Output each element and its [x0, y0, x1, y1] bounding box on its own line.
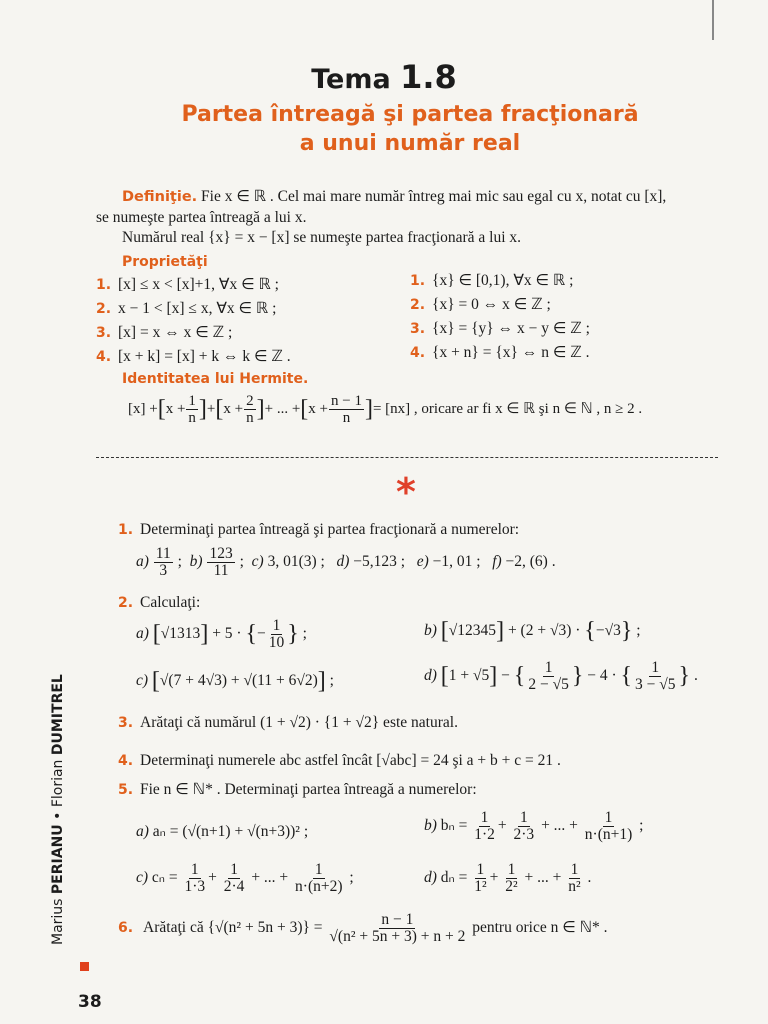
expr: √1313: [160, 625, 201, 643]
exercise-text: Arătaţi că numărul (1 + √2) · {1 + √2} este natural.: [140, 714, 458, 731]
exercise-2: [118, 594, 200, 612]
exercise-text: Determinaţi partea întreagă şi partea fracţionară a numerelor:: [140, 521, 520, 538]
frac-den: 3: [159, 562, 168, 579]
frac-num: 1: [272, 617, 281, 634]
property-text: [x] ≤ x < [x]+1, ∀x ∈ ℝ ;: [118, 276, 279, 293]
exercise-number: 6.: [118, 920, 134, 937]
property-number: 2.: [410, 297, 426, 313]
fraction: [566, 862, 582, 895]
expr: bₙ =: [440, 817, 468, 835]
frac-den: 2·3: [513, 826, 535, 843]
separator: ;: [177, 553, 182, 571]
separator: .: [587, 869, 592, 887]
exercise-1: [118, 521, 519, 539]
fraction: [327, 912, 467, 945]
separator: ;: [302, 625, 307, 643]
exercise-text: pentru orice n ∈ ℕ* .: [472, 919, 608, 937]
frac-den: n: [246, 410, 254, 426]
frac-num: 1: [190, 861, 199, 878]
separator: .: [693, 667, 698, 685]
title-number: 1.8: [400, 58, 457, 96]
item-label: d): [336, 553, 350, 571]
frac-den: n²: [568, 878, 581, 895]
frac-den: 1²: [474, 878, 487, 895]
expr: − 4 ·: [587, 667, 617, 685]
page-subtitle: [150, 100, 670, 158]
frac-den: 2·4: [223, 878, 245, 895]
expr: aₙ = (√(n+1) + √(n+3))² ;: [152, 823, 309, 840]
exercise-5b: b) bₙ = $\frac{1}{1\cdot 2}$ + $\frac{1}{2\cdot 3}$ + ... + $\frac{1}{n\cdot(n+1)}$ ;: [424, 809, 644, 843]
frac-den: 1·3: [184, 878, 206, 895]
property-right-2: [410, 295, 590, 319]
frac-den: 11: [213, 562, 229, 579]
fraction: [512, 810, 537, 843]
exercise-number: 5.: [118, 782, 134, 798]
definition-text-1: Fie x ∈ ℝ . Cel mai mare număr întreg mai mic sau egal cu x, notat cu [x],: [201, 188, 667, 205]
frac-den: 1·2: [474, 826, 495, 843]
property-text: {x} = 0 ⇔ x ∈ ℤ ;: [432, 296, 551, 313]
property-number: 1.: [96, 277, 112, 293]
item-label: a): [136, 553, 149, 571]
author-first: Florian: [50, 755, 66, 808]
hermite-part: [x] +: [128, 400, 158, 417]
frac-num: 1: [507, 861, 516, 878]
separator: ;: [636, 622, 641, 640]
expr: + ... +: [251, 869, 289, 887]
property-number: 3.: [96, 325, 112, 341]
properties-left: [96, 275, 291, 371]
fraction: [182, 862, 207, 895]
exercise-2d: d) [1 + √5] − { $\frac{1}{2 - √5}$ } − 4 · { $\frac{1}{3 - √5}$ } .: [424, 659, 698, 693]
item-label: b): [424, 622, 437, 640]
item-label: f): [492, 553, 502, 571]
exercise-number: 1.: [118, 522, 134, 538]
expr: + (2 + √3) ·: [507, 622, 581, 640]
property-number: 1.: [410, 273, 426, 289]
frac-den: 2 − √5: [528, 676, 569, 693]
section-divider: [96, 457, 718, 458]
definition-text-2: se numeşte partea întreagă a lui x.: [96, 209, 307, 226]
fraction: [472, 810, 497, 843]
frac-num: n − 1: [331, 393, 362, 409]
hermite-frac-1: [186, 393, 198, 426]
asterisk-icon: *: [396, 470, 416, 514]
item-label: c): [136, 869, 149, 887]
expr: √(7 + 4√3) + √(11 + 6√2): [159, 672, 318, 690]
scan-edge-line: [712, 0, 714, 40]
item-label: b): [424, 817, 437, 835]
definition-text-3: Numărul real {x} = x − [x] se numeşte partea fracţionară a lui x.: [122, 229, 522, 246]
frac-num: 1: [604, 809, 613, 826]
author-separator: •: [50, 807, 66, 825]
hermite-frac-3: [329, 393, 364, 426]
frac-den: n·(n+1): [584, 826, 633, 843]
definition-label: Definiţie.: [122, 189, 198, 205]
item-value: −2, (6) .: [505, 553, 556, 571]
exercise-5: [118, 780, 477, 799]
hermite-part: x +: [165, 400, 186, 417]
exercise-number: 4.: [118, 753, 134, 769]
property-text: [x + k] = [x] + k ⇔ k ∈ ℤ .: [118, 348, 291, 365]
item-label: d): [424, 667, 437, 685]
hermite-part: = [nx] , oricare ar fi x ∈ ℝ şi n ∈ ℕ , n ≥ 2 .: [372, 400, 643, 417]
item-value: −1, 01 ;: [432, 553, 481, 571]
exercise-number: 2.: [118, 595, 134, 611]
property-left-2: [96, 299, 291, 323]
author-last: DUMITREL: [50, 674, 66, 756]
subtitle-line-2: a unui număr real: [299, 131, 521, 156]
frac-num: n − 1: [381, 911, 414, 928]
property-left-3: [96, 323, 291, 347]
fraction: [267, 618, 287, 651]
hermite-part: x +: [308, 400, 328, 417]
item-label: a): [136, 625, 149, 643]
frac-den: 10: [268, 634, 285, 651]
property-right-4: [410, 343, 590, 367]
property-number: 3.: [410, 321, 426, 337]
property-right-1: [410, 271, 590, 295]
item-value: −5,123 ;: [353, 553, 406, 571]
property-text: x − 1 < [x] ≤ x, ∀x ∈ ℝ ;: [118, 300, 277, 317]
frac-num: 1: [188, 393, 196, 409]
property-right-3: [410, 319, 590, 343]
frac-den: n·(n+2): [295, 878, 343, 895]
author-credit: [50, 674, 66, 945]
property-number: 4.: [96, 349, 112, 365]
fraction-11-3: [154, 546, 173, 579]
frac-num: 1: [480, 809, 489, 826]
page-title: [0, 58, 768, 96]
title-word: Tema: [311, 64, 391, 95]
property-text: {x} ∈ [0,1), ∀x ∈ ℝ ;: [432, 272, 574, 289]
separator: ;: [639, 817, 644, 835]
frac-den: √(n² + 5n + 3) + n + 2: [329, 928, 466, 945]
frac-den: 2²: [505, 878, 518, 895]
exercise-text: Fie n ∈ ℕ* . Determinaţi partea întreagă a numerelor:: [140, 781, 477, 798]
separator: ;: [349, 869, 354, 887]
property-left-4: [96, 347, 291, 371]
hermite-part: + ... +: [264, 400, 301, 417]
exercise-number: 3.: [118, 715, 134, 731]
page-marker-square: [80, 962, 89, 971]
item-label: e): [416, 553, 429, 571]
subtitle-line-1: Partea întreagă şi partea fracţionară: [181, 102, 639, 127]
expr: {√(n² + 5n + 3)} =: [207, 919, 323, 937]
item-value: 3, 01(3) ;: [267, 553, 325, 571]
hermite-frac-2: [244, 393, 256, 426]
frac-num: 2: [246, 393, 254, 409]
frac-num: 1: [314, 861, 323, 878]
author-first: Marius: [50, 894, 66, 945]
property-number: 2.: [96, 301, 112, 317]
frac-num: 1: [651, 659, 660, 676]
separator: ;: [239, 553, 244, 571]
author-last: PERIANU: [50, 824, 66, 895]
fraction: [503, 862, 519, 895]
frac-num: 1: [476, 861, 485, 878]
item-label: d): [424, 869, 437, 887]
frac-num: 123: [209, 545, 233, 562]
item-label: a): [136, 823, 149, 840]
property-text: {x} = {y} ⇔ x − y ∈ ℤ ;: [432, 320, 590, 337]
item-label: b): [189, 553, 203, 571]
exercise-1-items: [136, 546, 556, 579]
frac-num: 1: [519, 809, 528, 826]
exercise-text: Calculaţi:: [140, 594, 201, 611]
exercise-4: [118, 752, 561, 770]
exercise-5a: [136, 822, 308, 841]
properties-heading: Proprietăţi: [122, 254, 208, 270]
frac-num: 1: [230, 861, 238, 878]
expr: dₙ =: [440, 869, 468, 887]
expr: + ... +: [541, 817, 578, 835]
exercise-2a: a) [√1313] + 5 · {− $\frac{1}{10}$ } ;: [136, 617, 307, 651]
exercise-3: [118, 714, 458, 732]
hermite-heading: Identitatea lui Hermite.: [122, 371, 309, 387]
expr: cₙ =: [151, 869, 178, 887]
expr: −: [501, 667, 510, 685]
exercise-5c: c) cₙ = $\frac{1}{1\cdot 3}$ + $\frac{1}{2\cdot 4}$ + ... + $\frac{1}{n\cdot(n+2)}$ ;: [136, 861, 354, 895]
exercise-text: Determinaţi numerele abc astfel încât [√abc] = 24 şi a + b + c = 21 .: [140, 752, 561, 769]
item-label: c): [251, 553, 264, 571]
properties-right: [410, 271, 590, 367]
frac-den: 3 − √5: [635, 676, 676, 693]
exercise-6: [118, 912, 608, 945]
property-left-1: [96, 275, 291, 299]
item-label: c): [136, 672, 149, 690]
hermite-part: x +: [223, 400, 244, 417]
fraction: [222, 862, 247, 895]
fraction-123-11: [207, 546, 234, 579]
exercise-5d: d) dₙ = $\frac{1}{\text{1²}}$ + $\frac{1}{\text{2²}}$ + ... + $\frac{1}{\text{n²}}$ .: [424, 861, 592, 895]
property-number: 4.: [410, 345, 426, 361]
fraction: [472, 862, 488, 895]
frac-num: 1: [570, 861, 579, 878]
property-text: [x] = x ⇔ x ∈ ℤ ;: [118, 324, 233, 341]
property-text: {x + n} = {x} ⇔ n ∈ ℤ .: [432, 344, 590, 361]
fraction: [293, 862, 344, 895]
expr: −√3: [595, 622, 621, 640]
fraction: [526, 660, 571, 693]
hermite-part: +: [206, 400, 216, 417]
fraction: [633, 660, 678, 693]
frac-num: 1: [544, 659, 553, 676]
exercise-2c: c) [√(7 + 4√3) + √(11 + 6√2)] ;: [136, 668, 334, 694]
definition-line-1: [122, 187, 666, 206]
expr: + 5 ·: [212, 625, 242, 643]
page-number: 38: [78, 992, 102, 1012]
separator: ;: [329, 672, 334, 690]
expr: + ... +: [524, 869, 562, 887]
frac-num: 11: [155, 545, 171, 562]
expr: √12345: [448, 622, 497, 640]
frac-den: n: [342, 410, 351, 426]
expr: 1 + √5: [448, 667, 490, 685]
hermite-formula: [x] +[x + $\frac{1}{n}$ ]+[x + $\frac{2}{n}$ ]+ ... +[x + $\frac{n - 1}{n}$ ]= [nx] , oricare ar fi x ∈ ℝ şi n ∈ ℕ , n ≥ 2 .: [128, 393, 643, 426]
exercise-2b: b) [√12345] + (2 + √3) · {−√3} ;: [424, 618, 641, 644]
frac-den: n: [188, 410, 196, 426]
fraction: [583, 810, 634, 843]
exercise-text: Arătaţi că: [143, 919, 204, 937]
